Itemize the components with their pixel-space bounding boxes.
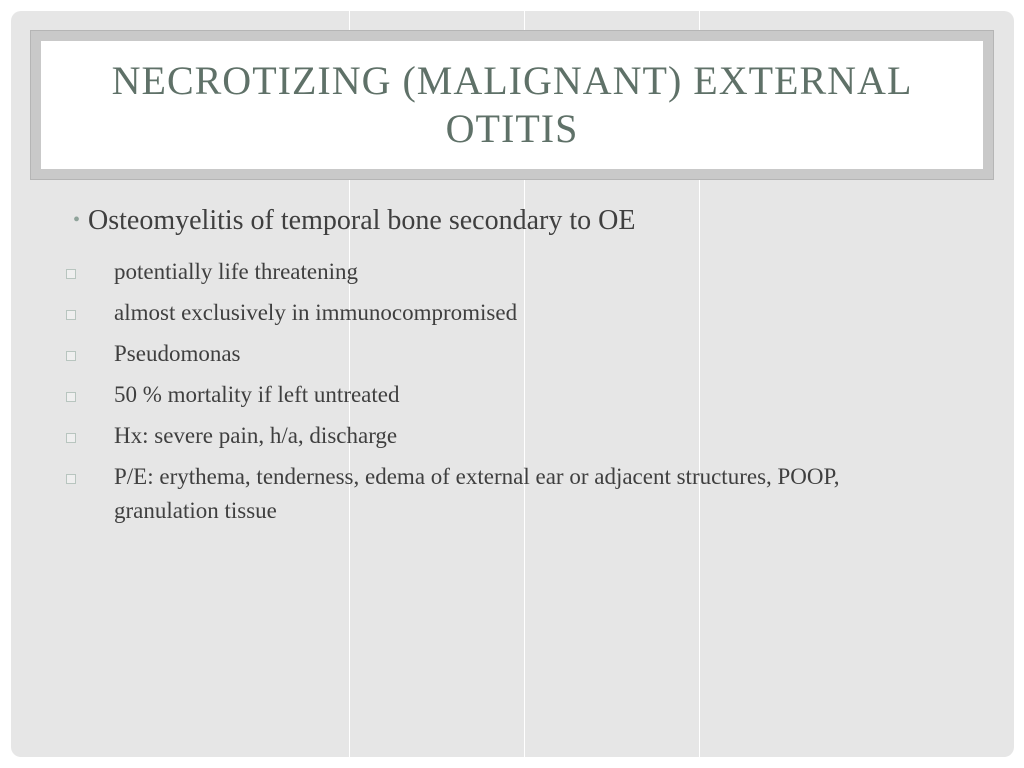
square-bullet-icon: [66, 269, 76, 279]
sub-bullet-item: [63, 296, 943, 330]
square-bullet-icon: [66, 351, 76, 361]
sub-bullet-item: [63, 255, 943, 289]
slide: [11, 11, 1014, 757]
slide-title: NECROTIZING (MALIGNANT) EXTERNAL OTITIS: [111, 58, 913, 151]
sub-bullet-text: 50 % mortality if left untreated: [114, 382, 400, 407]
sub-bullet-item: [63, 419, 943, 453]
sub-bullet-text: Pseudomonas: [114, 341, 241, 366]
bullet-dot-icon: •: [73, 209, 81, 231]
main-bullet-text: Osteomyelitis of temporal bone secondary to OE: [88, 205, 636, 236]
sub-bullet-list: [63, 255, 943, 535]
main-bullet: [73, 205, 635, 237]
sub-bullet-item: [63, 460, 943, 528]
square-bullet-icon: [66, 392, 76, 402]
sub-bullet-text: Hx: severe pain, h/a, discharge: [114, 423, 398, 448]
square-bullet-icon: [66, 433, 76, 443]
square-bullet-icon: [66, 474, 76, 484]
sub-bullet-text: P/E: erythema, tenderness, edema of external ear or adjacent structures, POOP, granulation tissue: [114, 464, 840, 523]
sub-bullet-item: [63, 337, 943, 371]
square-bullet-icon: [66, 310, 76, 320]
sub-bullet-item: [63, 378, 943, 412]
sub-bullet-text: almost exclusively in immunocompromised: [114, 300, 518, 325]
slide-body: [11, 11, 1014, 757]
sub-bullet-text: potentially life threatening: [114, 259, 358, 284]
